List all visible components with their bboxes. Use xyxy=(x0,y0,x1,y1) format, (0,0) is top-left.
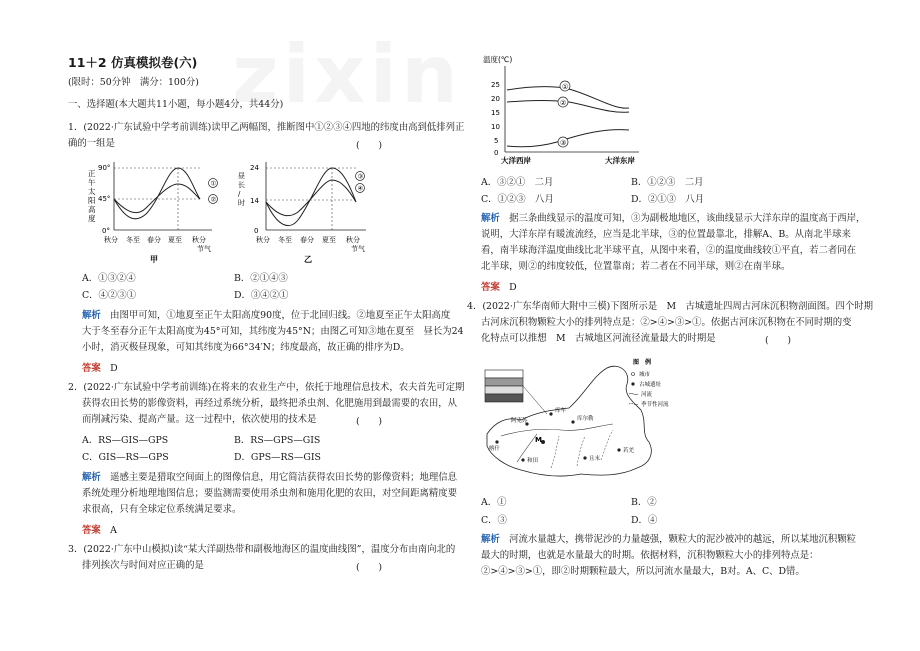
q2-option-b[interactable]: B．RS—GPS—GIS xyxy=(234,435,321,446)
q3-explanation-line3: 看，南半球海洋温度曲线比北半球平直，从图中来看，②的温度曲线较①平直，若二者同在 xyxy=(481,245,857,256)
strata-layer-1 xyxy=(485,370,523,378)
q2-explanation-line3: 求很高，只有全球定位系统满足要求。 xyxy=(82,504,242,515)
q2-stem-line1: 2．(2022·广东试验中学考前训练)在将来的农业生产中，依托于地理信息技术，农夫首先可定期 xyxy=(68,382,465,393)
section-heading: 一、选择题(本大题共11小题，每小题4分，共44分) xyxy=(68,99,284,110)
jia-xtick-1: 秋分 xyxy=(104,236,118,244)
q1-stem-line2: 确的一组是 xyxy=(68,138,115,149)
tarim-river xyxy=(501,424,613,436)
yi-xtick-4: 夏至 xyxy=(322,236,336,244)
q3-series-1-label: ① xyxy=(562,83,569,91)
city-aksu-label: 阿克苏 xyxy=(511,418,528,424)
q3-option-c[interactable]: C．①②③ 八月 xyxy=(481,194,554,205)
city-qiemo-dot xyxy=(583,456,586,459)
q3-ans-value: D xyxy=(509,282,517,293)
jia-xtick-4: 夏至 xyxy=(168,236,182,244)
q1-answer xyxy=(82,362,118,375)
yi-xtick-1: 秋分 xyxy=(256,236,270,244)
jia-xtick-2: 冬至 xyxy=(126,236,140,244)
q3-ytick-5: 5 xyxy=(494,137,499,145)
ancient-city-m-label: M xyxy=(535,436,542,444)
jia-ylabel-6: 度 xyxy=(88,214,96,223)
jia-x-name: 节气 xyxy=(197,245,211,253)
city-korla-label: 库尔勒 xyxy=(577,416,594,422)
q4-option-d[interactable]: D．④ xyxy=(631,515,658,526)
q1-explanation-line2: 大于冬至春分正午太阳高度为45°可知，其纬度为45°N；由图乙可知③地在夏至 昼长为24 xyxy=(82,326,464,337)
q4-map-figure xyxy=(481,350,681,488)
q3-stem-line1: 3．(2022·广东中山模拟)读“某大洋副热带和副极地海区的温度曲线图”，温度分布由南向北的 xyxy=(68,544,456,555)
yi-ylabel-4: 时 xyxy=(238,199,245,207)
legend-ruins-symbol xyxy=(631,382,634,385)
q3-answer-paren: ( ) xyxy=(356,562,383,573)
jia-ytick-0: 0° xyxy=(102,227,110,235)
yi-ytick-14: 14 xyxy=(250,197,259,205)
exam-title: 11＋2 仿真模拟卷(六) xyxy=(68,55,198,70)
q1-exp1-text: 由图甲可知，①地夏至正午太阳高度90度，位于北回归线。②地夏至正午太阳高度 xyxy=(110,310,451,321)
q2-option-d[interactable]: D．GPS—RS—GIS xyxy=(234,452,321,463)
q4-explanation-line2: 最大的时期，也就是水量最大的时期。依据材料，沉积物颗粒大小的排列特点是： xyxy=(481,550,819,561)
q1-figure-jia xyxy=(82,156,232,266)
q1-option-b[interactable]: B．②①④③ xyxy=(234,273,288,284)
jia-ylabel-1: 正 xyxy=(88,169,96,178)
city-hotan-label: 和田 xyxy=(527,458,539,464)
q2-answer-paren: ( ) xyxy=(356,416,383,427)
legend-ruins-label: 古城遗址 xyxy=(639,382,662,388)
legend-seasonal-symbol xyxy=(629,403,638,404)
q2-stem-line3: 而削减污染、提高产量。这一过程中，依次使用的技术是 xyxy=(82,414,317,425)
q1-option-d[interactable]: D．③④②① xyxy=(234,290,289,301)
city-kashgar-dot xyxy=(495,440,498,443)
q3-ytick-15: 15 xyxy=(491,109,500,117)
jia-xtick-3: 春分 xyxy=(147,236,161,244)
q3-explanation-line4: 北半球，则②的纬度较低，位置靠南；若二者在不同半球，则②在南半球。 xyxy=(481,261,791,272)
seasonal-river-3 xyxy=(601,430,613,460)
q2-option-c[interactable]: C．GIS—RS—GPS xyxy=(82,452,169,463)
q4-explanation-line1 xyxy=(481,533,856,546)
q4-answer-paren: ( ) xyxy=(765,335,792,346)
q2-explanation-line2: 系统处理分析地理地图信息；要监测需要使用杀虫剂和施用化肥的农田，对空间距离精度要 xyxy=(82,488,458,499)
q1-ans-value: D xyxy=(110,363,118,374)
q2-exp1-text: 遥感主要是猎取空间面上的图像信息，用它简洁获得农田长势的影像资料；地理信息 xyxy=(110,472,458,483)
legend-city-label: 城市 xyxy=(639,372,651,378)
yi-ylabel-3: / xyxy=(238,190,241,198)
q4-stem-line2: 古河床沉积物颗粒大小的排列特点是：②>④>③>①。依据古河床沉积物在不同时期的变 xyxy=(481,317,852,328)
seasonal-river-2 xyxy=(577,436,585,466)
q3-answer xyxy=(481,281,517,294)
q1-stem-line1: 1．(2022·广东试验中学考前训练)读甲乙两幅图，推断图中①②③④四地的纬度由高到低排列正 xyxy=(68,122,465,133)
yi-ytick-0: 0 xyxy=(254,227,259,235)
q2-stem-line2: 获得农田长势的影像资料，再经过系统分析，最终把杀虫剂、化肥施用到最需要的农田，从 xyxy=(82,398,458,409)
jia-xtick-5: 秋分 xyxy=(192,236,206,244)
yi-ylabel-1: 昼 xyxy=(238,172,245,180)
q2-ans-label: 答案 xyxy=(82,525,101,536)
q3-fig-ylabel: 温度(℃) xyxy=(483,55,513,64)
legend-city-symbol xyxy=(632,373,635,376)
q3-explanation-line1 xyxy=(481,212,865,225)
jia-series-2-label: ② xyxy=(210,195,217,204)
yi-series-3-line xyxy=(266,168,356,226)
q3-ytick-20: 20 xyxy=(491,95,500,103)
q4-explanation-line3: ②>④>③>①，即②时期颗粒最大，所以河流水量最大，B对。A、C、D错。 xyxy=(481,566,805,577)
q3-ytick-0: 0 xyxy=(494,149,499,157)
q3-option-a[interactable]: A．③②① 二月 xyxy=(481,177,554,188)
strata-layer-4 xyxy=(485,394,523,402)
jia-ylabel-2: 午 xyxy=(88,178,96,187)
exam-meta: (限时：50分钟 满分：100分) xyxy=(68,77,199,88)
q1-exp-label: 解析 xyxy=(82,310,101,321)
q3-explanation-line2: 说明，大洋东岸有暖流流经，应当是北半球，③的位置最靠北，排解A、B。从南北半球来 xyxy=(481,229,851,240)
q3-left-label: 大洋西岸 xyxy=(501,156,531,165)
yi-xtick-5: 秋分 xyxy=(346,236,360,244)
city-ruoqiang-dot xyxy=(617,448,620,451)
q3-series-3-label: ③ xyxy=(560,139,567,147)
q3-series-2-label: ② xyxy=(560,99,567,107)
q2-ans-value: A xyxy=(110,525,117,536)
q1-figure-yi xyxy=(236,156,386,266)
yi-series-3-label: ③ xyxy=(357,172,364,181)
strata-layer-3 xyxy=(485,386,523,394)
q4-stem-line1: 4．(2022·广东华南师大附中三模)下图所示是 M 古城遗址四周古河床沉积物剖面图。四个时期 xyxy=(467,301,873,312)
q2-answer xyxy=(82,524,117,537)
yi-ytick-24: 24 xyxy=(250,164,259,172)
q4-option-b[interactable]: B．② xyxy=(631,497,657,508)
jia-ytick-45: 45° xyxy=(98,195,111,203)
q3-exp1-text: 据三条曲线显示的温度可知，③为副极地地区，该曲线显示大洋东岸的温度高于西岸， xyxy=(509,213,866,224)
strata-pointer xyxy=(523,386,547,414)
jia-ylabel-3: 太 xyxy=(88,187,96,196)
q3-ytick-25: 25 xyxy=(491,81,500,89)
q1-explanation-line3: 小时，消灭极昼现象，可知其纬度为66°34′N；纬度最高，故正确的排序为D。 xyxy=(82,342,410,353)
q3-option-d[interactable]: D．②①③ 八月 xyxy=(631,194,705,205)
legend-title: 图 例 xyxy=(633,359,652,366)
jia-caption: 甲 xyxy=(150,255,158,264)
yi-ylabel-2: 长 xyxy=(238,181,245,189)
legend-seasonal-label: 季节性河流 xyxy=(641,402,669,408)
city-kashgar-label: 喀什 xyxy=(489,446,501,452)
yi-xtick-2: 冬至 xyxy=(278,236,292,244)
jia-series-1-label: ① xyxy=(210,179,217,188)
jia-ytick-90: 90° xyxy=(98,164,111,172)
jia-ylabel-4: 阳 xyxy=(88,196,96,205)
q3-exp-label: 解析 xyxy=(481,213,500,224)
q4-option-c[interactable]: C．③ xyxy=(481,515,507,526)
legend-river-label: 河流 xyxy=(641,392,653,398)
q4-exp1-text: 河流水量越大，携带泥沙的力量越强，颗粒大的泥沙被冲的越远，所以某地沉积颗粒 xyxy=(509,534,857,545)
city-ruoqiang-label: 若羌 xyxy=(623,448,635,454)
jia-series-1-line xyxy=(114,168,200,219)
q3-stem-line2: 排列挨次与时间对应正确的是 xyxy=(82,560,204,571)
q1-answer-paren: ( ) xyxy=(356,140,383,151)
city-kuqa-label: 库车 xyxy=(555,408,567,414)
q2-exp-label: 解析 xyxy=(82,472,101,483)
q2-option-a[interactable]: A．RS—GIS—GPS xyxy=(82,435,169,446)
q3-figure-temperature xyxy=(481,52,651,168)
jia-ylabel-5: 高 xyxy=(88,205,96,214)
seasonal-river-1 xyxy=(551,436,559,468)
q3-ytick-10: 10 xyxy=(491,123,500,131)
yi-xtick-3: 春分 xyxy=(300,236,314,244)
city-hotan-dot xyxy=(521,458,524,461)
city-kuqa-dot xyxy=(549,412,552,415)
legend-river-symbol xyxy=(629,393,638,394)
q1-option-a[interactable]: A．①③②④ xyxy=(82,273,136,284)
q4-stem-line3: 化特点可以推想 M 古城地区河流径流量最大的时期是 xyxy=(481,333,716,344)
strata-layer-2 xyxy=(485,378,523,386)
yi-caption: 乙 xyxy=(304,255,312,264)
yi-x-name: 节气 xyxy=(351,245,365,253)
yi-series-4-label: ④ xyxy=(357,184,364,193)
city-qiemo-label: 且末 xyxy=(589,456,601,462)
q1-option-c[interactable]: C．④②③① xyxy=(82,290,137,301)
q1-explanation-line1 xyxy=(82,309,450,322)
q3-series-3-line xyxy=(507,130,629,147)
q4-exp-label: 解析 xyxy=(481,534,500,545)
q3-ans-label: 答案 xyxy=(481,282,500,293)
q3-option-b[interactable]: B．①②③ 二月 xyxy=(631,177,704,188)
q3-right-label: 大洋东岸 xyxy=(605,156,635,165)
q4-option-a[interactable]: A．① xyxy=(481,497,507,508)
q2-explanation-line1 xyxy=(82,471,457,484)
q1-ans-label: 答案 xyxy=(82,363,101,374)
city-korla-dot xyxy=(571,420,574,423)
